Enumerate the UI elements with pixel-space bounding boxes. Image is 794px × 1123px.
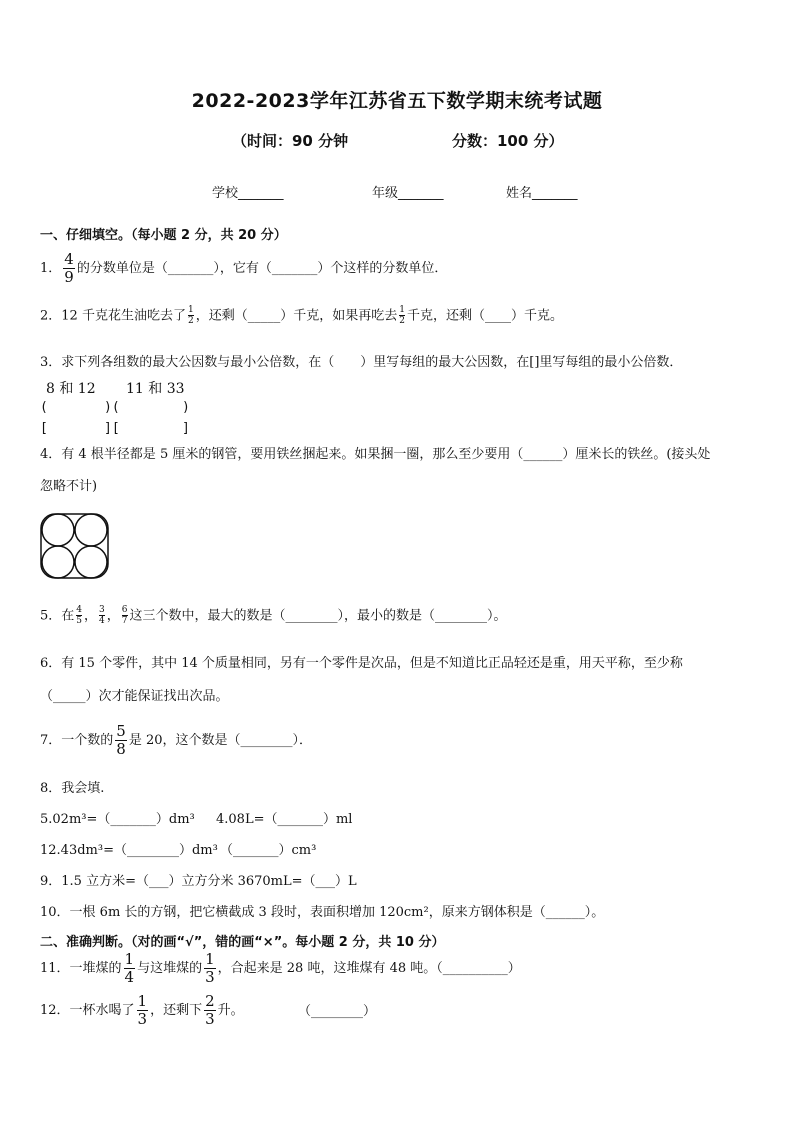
question-9: 9．1.5 立方米=（___）立方分米 3670mL=（___）L [40, 874, 357, 889]
fraction: $\frac{4}{5}$ [76, 605, 83, 626]
q3-gcd-open: ( [40, 400, 48, 415]
question-4-line-2: 忽略不计) [40, 479, 98, 494]
q3-group-1: 8 和 12 [46, 381, 96, 397]
question-10: 10．一根 6m 长的方钢，把它横截成 3 段时，表面积增加 120cm²，原来方钢体积是（______）。 [40, 905, 605, 920]
name-field: 姓名_______ [506, 186, 578, 201]
fraction: $\frac{2}{3}$ [205, 992, 215, 1028]
question-8: 8．我会填. [40, 781, 105, 796]
wire-outline [41, 514, 108, 578]
pipe-circle [42, 546, 74, 578]
q3-lcm-open: [ [40, 421, 48, 436]
fraction: $\frac{1}{3}$ [137, 992, 148, 1028]
pipe-circle [75, 546, 107, 578]
question-5: 5．在 $\frac{4}{5}$ ， $\frac{3}{4}$ ， $\frac{6}{7}$ 这三个数中，最大的数是（________），最小的数是（________）。 [40, 605, 507, 626]
question-2: 2．12 千克花生油吃去了 $\frac{1}{2}$ ，还剩（_____）千克，如果再吃去 $\frac{1}{2}$ 千克，还剩（____）千克。 [40, 305, 563, 326]
exam-time: （时间：90 分钟 [232, 132, 349, 150]
q3-lcm-close: ] [182, 421, 190, 436]
q8-line-2b: （_______）cm³ [220, 843, 317, 858]
pipe-circle [42, 514, 74, 546]
fraction: $\frac{1}{3}$ [205, 950, 215, 986]
school-field: 学校_______ [212, 186, 284, 201]
page-title: 2022-2023学年江苏省五下数学期末统考试题 [191, 90, 603, 112]
question-12: 12．一杯水喝了 $\frac{1}{3}$ ，还剩下 $\frac{2}{3}$ 升。 [40, 992, 244, 1028]
q3-gcd-close: ) [182, 400, 190, 415]
exam-score: 分数：100 分） [452, 132, 564, 150]
question-6-line-2: （_____）次才能保证找出次品。 [40, 689, 229, 704]
pipe-circle [75, 514, 107, 546]
question-11: 11．一堆煤的 $\frac{1}{4}$ 与这堆煤的 $\frac{1}{3}$ ，合起来是 28 吨，这堆煤有 48 吨。（__________） [40, 950, 521, 986]
q3-group-2: 11 和 33 [126, 381, 185, 397]
section-2-heading: 二、准确判断。（对的画“√”，错的画“×”。每小题 2 分，共 10 分） [40, 935, 445, 950]
section-1-heading: 一、仔细填空。（每小题 2 分，共 20 分） [40, 228, 287, 243]
fraction: $\frac{5}{8}$ [116, 722, 126, 758]
question-1: 1． $\frac{4}{9}$ 的分数单位是（_______），它有（_______）个这样的分数单位． [40, 250, 448, 286]
question-3: 3．求下列各组数的最大公因数与最小公倍数，在（ ）里写每组的最大公因数，在[]里写每组的最小公倍数． [40, 355, 683, 370]
grade-field: 年级_______ [372, 186, 444, 201]
q3-gcd-mid: )( [104, 400, 120, 415]
fraction: $\frac{6}{7}$ [121, 605, 128, 626]
q8-line-2a: 12.43dm³=（________）dm³ [40, 843, 218, 858]
fraction: $\frac{3}{4}$ [99, 605, 105, 626]
q8-line-1a: 5.02m³=（_______）dm³ [40, 812, 195, 827]
fraction: $\frac{1}{2}$ [187, 305, 194, 326]
fraction: $\frac{4}{9}$ [64, 250, 74, 286]
fraction: $\frac{1}{4}$ [124, 950, 135, 986]
q12-answer-blank: （________） [298, 1004, 377, 1019]
q3-lcm-mid: ][ [104, 421, 120, 436]
steel-pipes-figure [38, 510, 112, 582]
q8-line-1b: 4.08L=（_______）ml [216, 812, 353, 827]
question-4-line-1: 4．有 4 根半径都是 5 厘米的钢管，要用铁丝捆起来。如果捆一圈，那么至少要用（______）厘米长的铁丝。(接头处 [40, 447, 711, 462]
question-number: 1． [40, 261, 62, 276]
fraction: $\frac{1}{2}$ [399, 305, 405, 326]
question-6-line-1: 6．有 15 个零件，其中 14 个质量相同，另有一个零件是次品，但是不知道比正品轻还是重，用天平称，至少称 [40, 656, 683, 671]
question-7: 7．一个数的 $\frac{5}{8}$ 是 20，这个数是（________）． [40, 722, 313, 758]
